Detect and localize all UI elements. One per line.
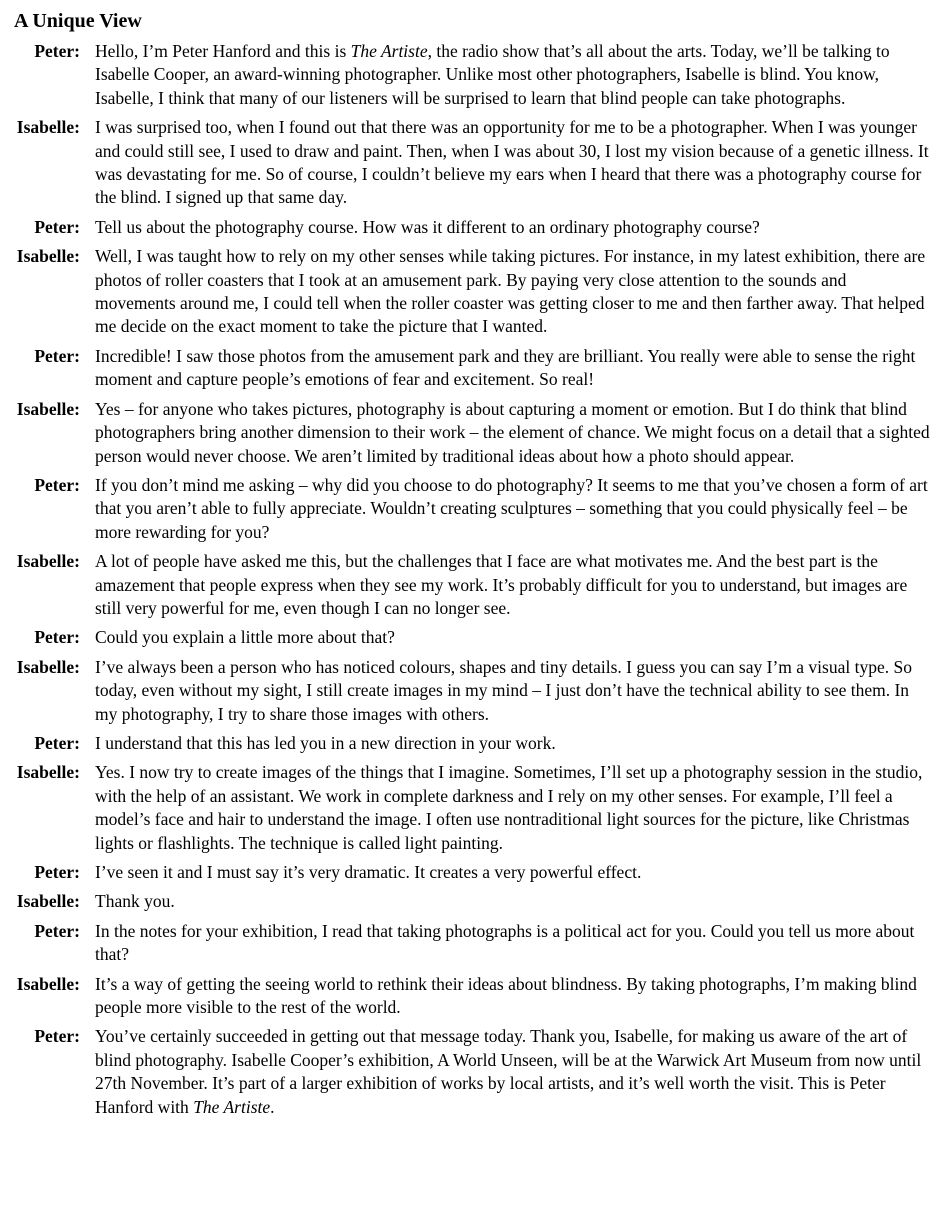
- dialogue-turn: [14, 861, 932, 884]
- speaker-label: Isabelle:: [16, 656, 80, 677]
- speaker-label: Isabelle:: [16, 246, 80, 267]
- speaker-label: Peter:: [34, 216, 80, 237]
- plain-text: Tell us about the photography course. How was it different to an ordinary photography course?: [95, 216, 760, 237]
- dialogue-turn: [14, 1025, 932, 1119]
- speaker-label: Isabelle:: [16, 973, 80, 994]
- speech-text: [95, 973, 931, 1020]
- dialogue-turn: [14, 626, 932, 649]
- dialogue-turn: [14, 116, 932, 210]
- page-title: A Unique View: [14, 10, 142, 32]
- plain-text: In the notes for your exhibition, I read that taking photographs is a political act for you. Could you tell us more about that?: [95, 920, 915, 965]
- plain-text: You’ve certainly succeeded in getting out that message today. Thank you, Isabelle, for making us aware of the art of blind photography. Isabelle Cooper’s exhibition, A World Unseen, will be at the Warwick Art Museum from now until 27th November. It’s part of a larger exhibition of works by local artists, and it’s well worth the visit. This is Peter Hanford with: [95, 1026, 922, 1117]
- dialogue-turn: [14, 550, 932, 620]
- speaker-label: Isabelle:: [16, 551, 80, 572]
- speech-text: [95, 761, 931, 855]
- speech-text: [95, 398, 931, 468]
- italic-text: The Artiste: [350, 41, 428, 61]
- plain-text: Yes – for anyone who takes pictures, photography is about capturing a moment or emotion. But I do think that blind photographers bring another dimension to their work – the element of chance. We might focus on a detail that a sighted person would never choose. We aren’t limited by traditional ideas about how a photo should appear.: [95, 398, 930, 466]
- speaker-label: Peter:: [34, 41, 80, 61]
- dialogue-turn: [14, 973, 932, 1020]
- plain-text: Hello, I’m Peter Hanford and this is: [95, 41, 351, 61]
- speaker-label: Peter:: [34, 732, 80, 753]
- speech-text: [95, 474, 931, 544]
- plain-text: I’ve always been a person who has noticed colours, shapes and tiny details. I guess you can say I’m a visual type. So today, even without my sight, I still create images in my mind – I just don’t have the technical ability to see them. In my photography, I try to share those images with others.: [95, 656, 912, 724]
- plain-text: .: [270, 1096, 275, 1117]
- plain-text: It’s a way of getting the seeing world to rethink their ideas about blindness. By taking photographs, I’m making blind people more visible to the rest of the world.: [95, 973, 917, 1018]
- speaker-label: Isabelle:: [16, 762, 80, 783]
- plain-text: Yes. I now try to create images of the things that I imagine. Sometimes, I’ll set up a photography session in the studio, with the help of an assistant. We work in complete darkness and I rely on my other senses. For example, I’ll feel a model’s face and hair to understand the image. I often use nontraditional light sources for the picture, like Christmas lights or flashlights. The technique is called light painting.: [95, 762, 923, 853]
- plain-text: Incredible! I saw those photos from the amusement park and they are brilliant. You really were able to sense the right moment and capture people’s emotions of fear and excitement. So real!: [95, 345, 916, 390]
- speech-text: [95, 920, 931, 967]
- plain-text: , the radio show that’s all about the arts. Today, we’ll be talking to Isabelle Cooper, an award-winning photographer. Unlike most other photographers, Isabelle is blind. You know, Isabelle, I think that many of our listeners will be surprised to learn that blind people can take photographs.: [95, 41, 890, 108]
- plain-text: Could you explain a little more about that?: [95, 627, 395, 648]
- dialogue-turn: [14, 345, 932, 392]
- dialogue-turn: [14, 920, 932, 967]
- dialogue-turn: [14, 656, 932, 726]
- speech-text: [95, 861, 931, 884]
- speech-text: [95, 626, 931, 649]
- speech-text: [95, 890, 931, 913]
- speaker-label: Peter:: [34, 920, 80, 941]
- plain-text: I was surprised too, when I found out that there was an opportunity for me to be a photographer. When I was younger and could still see, I used to draw and paint. Then, when I was about 30, I lost my vision because of a genetic illness. It was devastating for me. So of course, I couldn’t believe my ears when I heard that there was a photography course for the blind. I signed up that same day.: [95, 117, 929, 208]
- plain-text: I understand that this has led you in a new direction in your work.: [95, 732, 556, 753]
- dialogue-turn: [14, 761, 932, 855]
- plain-text: If you don’t mind me asking – why did you choose to do photography? It seems to me that you’ve chosen a form of art that you aren’t able to fully appreciate. Wouldn’t creating sculptures – something that you could physically feel – be more rewarding for you?: [95, 474, 928, 542]
- plain-text: A lot of people have asked me this, but the challenges that I face are what motivates me. And the best part is the amazement that people express when they see my work. It’s probably difficult for you to understand, but images are still very powerful for me, even though I can no longer see.: [95, 551, 908, 618]
- plain-text: Thank you.: [95, 891, 175, 912]
- dialogue-turn: [14, 40, 932, 110]
- speaker-label: Peter:: [34, 474, 80, 495]
- speech-text: [95, 116, 931, 210]
- speech-text: [95, 245, 931, 339]
- speaker-label: Peter:: [34, 345, 80, 366]
- speaker-label: Peter:: [34, 1026, 80, 1047]
- dialogue-turn: [14, 216, 932, 239]
- speech-text: [95, 1025, 931, 1119]
- dialogue-turn: [14, 732, 932, 755]
- dialogue-turn: [14, 398, 932, 468]
- speaker-label: Isabelle:: [16, 398, 80, 419]
- dialogue-turn: [14, 245, 932, 339]
- speech-text: [95, 216, 931, 239]
- dialogue: [14, 40, 932, 1119]
- speaker-label: Peter:: [34, 862, 80, 882]
- plain-text: Well, I was taught how to rely on my other senses while taking pictures. For instance, in my latest exhibition, there are photos of roller coasters that I took at an amusement park. By paying very close attention to the sounds and movements around me, I could tell when the roller coaster was getting closer to me and then farther away. That helped me decide on the exact moment to take the picture that I wanted.: [95, 246, 926, 337]
- speech-text: [95, 40, 931, 110]
- dialogue-turn: [14, 890, 932, 913]
- speaker-label: Peter:: [34, 627, 80, 648]
- speaker-label: Isabelle:: [16, 891, 80, 912]
- speech-text: [95, 732, 931, 755]
- speech-text: [95, 550, 931, 620]
- speech-text: [95, 345, 931, 392]
- italic-text: The Artiste: [193, 1096, 271, 1117]
- dialogue-turn: [14, 474, 932, 544]
- plain-text: I’ve seen it and I must say it’s very dramatic. It creates a very powerful effect.: [95, 862, 642, 882]
- speech-text: [95, 656, 931, 726]
- speaker-label: Isabelle:: [16, 117, 80, 138]
